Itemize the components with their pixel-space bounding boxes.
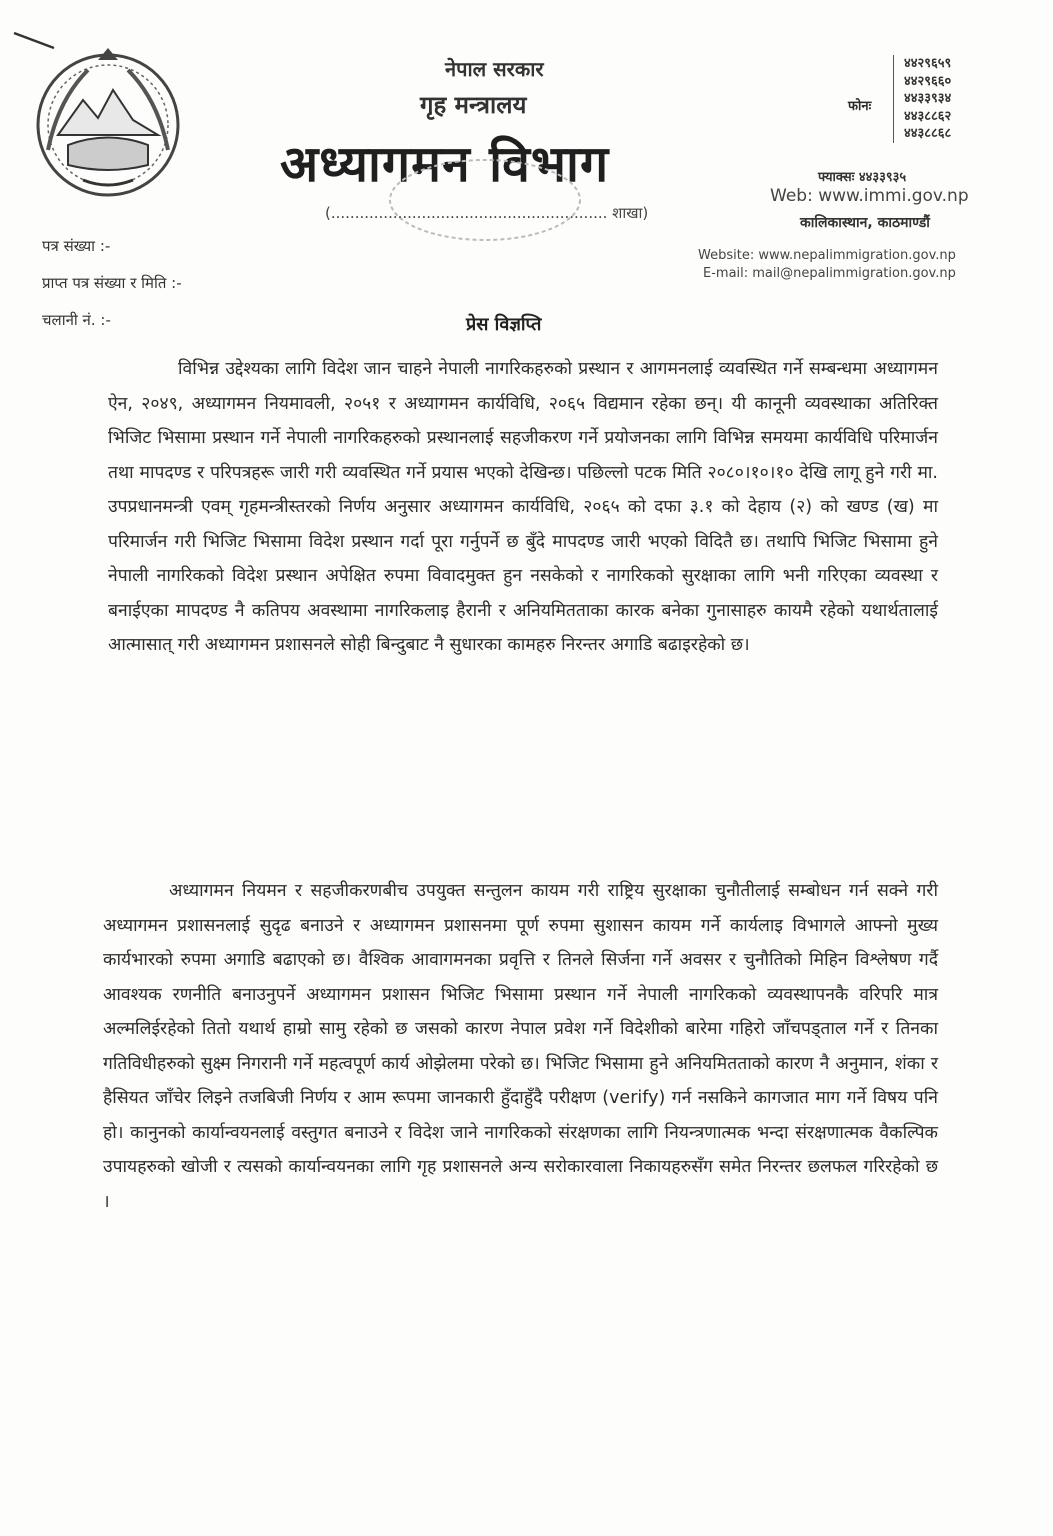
phone-numbers-list [893,55,951,143]
dispatch-number-field: चलानी नं. :- [42,311,111,329]
phone-number: ४४३८८६२ [904,108,952,124]
letter-number-field: पत्र संख्या :- [42,237,111,255]
body-paragraph: अध्यागमन नियमन र सहजीकरणबीच उपयुक्त सन्तुलन कायम गरी राष्ट्रिय सुरक्षाका चुनौतीलाई सम्बोधन गर्न सक्ने गरी अध्यागमन प्रशासनलाई सुदृढ बनाउने र अध्यागमन प्रशासनमा पूर्ण रुपमा सुशासन कायम गर्ने कार्यलाइ विभागले आफ्नो मुख्य कार्यभारको रुपमा अगाडि बढाएको छ। वैश्विक आवागमनका प्रवृत्ति र तिनले सिर्जना गर्ने अवसर र चुनौतिको मिहिन विश्लेषण गर्दै आवश्यक रणनीति बनाउनुपर्ने अध्यागमन प्रशासन भिजिट भिसामा प्रस्थान गर्ने नेपाली नागरिकको व्यवस्थापनकै वरिपरि मात्र अल्मलिईरहेको तितो यथार्थ हाम्रो सामु रहेको छ जसको कारण नेपाल प्रवेश गर्ने विदेशीको बारेमा गहिरो जाँचपड्ताल गर्ने र तिनका गतिविधीहरुको सुक्ष्म निगरानी गर्ने महत्वपूर्ण कार्य ओझेलमा परेको छ। भिजिट भिसामा हुने अनियमितताको कारण नै अनुमान, शंका र हैसियत जाँचेर लिइने तजबिजी निर्णय र आम रूपमा जानकारी हुँदाहुँदै परीक्षण (verify) गर्न नसकिने कागजात माग गर्ने विषय पनि हो। कानुनको कार्यान्वयनलाई वस्तुगत बनाउने र विदेश जाने नागरिकको संरक्षणका लागि नियन्त्रणात्मक भन्दा संरक्षणात्मक वैकल्पिक उपायहरुको खोजी र त्यसको कार्यान्वयनका लागि गृह प्रशासनले अन्य सरोकारवाला निकायहरुसँग समेत निरन्तर छलफल गरिरहेको छ । [103,881,938,1212]
phone-label: फोनः [848,99,872,114]
nepal-emblem-logo [28,40,188,210]
web-address: Web: www.immi.gov.np [770,186,969,206]
faded-office-stamp [380,150,590,250]
government-name: नेपाल सरकार [445,57,544,81]
ministry-name: गृह मन्त्रालय [420,91,527,119]
branch-line: (.......................................................... शाखा) [325,204,649,222]
phone-number: ४४२९६५९ [904,56,952,71]
received-letter-field: प्राप्त पत्र संख्या र मिति :- [42,274,182,292]
phone-number: ४४३३९३४ [904,91,952,106]
department-name: अध्यागमन विभाग [280,135,610,193]
office-location: कालिकास्थान, काठमाण्डौं [800,215,930,231]
press-release-title: प्रेस विज्ञप्ति [466,314,542,335]
body-paragraph: विभिन्न उद्देश्यका लागि विदेश जान चाहने नेपाली नागरिकहरुको प्रस्थान र आगमनलाई व्यवस्थित गर्ने सम्बन्धमा अध्यागमन ऐन, २०४९, अध्यागमन नियमावली, २०५१ र अध्यागमन कार्यविधि, २०६५ विद्यमान रहेका छन्। यी कानूनी व्यवस्थाका अतिरिक्त भिजिट भिसामा प्रस्थान गर्ने नेपाली नागरिकहरुको प्रस्थानलाई सहजीकरण गर्ने प्रयोजनका लागि विभिन्न समयमा कार्यविधि परिमार्जन तथा मापदण्ड र परिपत्रहरू जारी गरी व्यवस्थित गर्ने प्रयास भएको देखिन्छ। पछिल्लो पटक मिति २०८०।१०।१० देखि लागू हुने गरी मा. उपप्रधानमन्त्री एवम् गृहमन्त्रीस्तरको निर्णय अनुसार अध्यागमन कार्यविधि, २०६५ को दफा ३.१ को देहाय (२) को खण्ड (ख) मा परिमार्जन गरी भिजिट भिसामा विदेश प्रस्थान गर्दा पूरा गर्नुपर्ने छ बुँदे मापदण्ड जारी भएको विदितै छ। तथापि भिजिट भिसामा हुने नेपाली नागरिकको विदेश प्रस्थान अपेक्षित रुपमा विवादमुक्त हुन नसकेको र नागरिकको सुरक्षाका लागि भनी गरिएका व्यवस्था र बनाईएका मापदण्ड नै कतिपय अवस्थामा नागरिकलाइ हैरानी र अनियमितताका कारक बनेका गुनासाहरु कायमै रहेको यथार्थतालाई आत्मासात् गरी अध्यागमन प्रशासनले सोही बिन्दुबाट नै सुधारका कामहरु निरन्तर अगाडि बढाइरहेको छ। [108,359,938,655]
fax-number: फ्याक्सः ४४३३९३५ [818,170,907,185]
email-address: E-mail: mail@nepalimmigration.gov.np [703,266,956,281]
website-address: Website: www.nepalimmigration.gov.np [698,248,956,263]
phone-number: ४४३८८६८ [904,126,952,141]
phone-number: ४४२९६६० [904,73,952,89]
